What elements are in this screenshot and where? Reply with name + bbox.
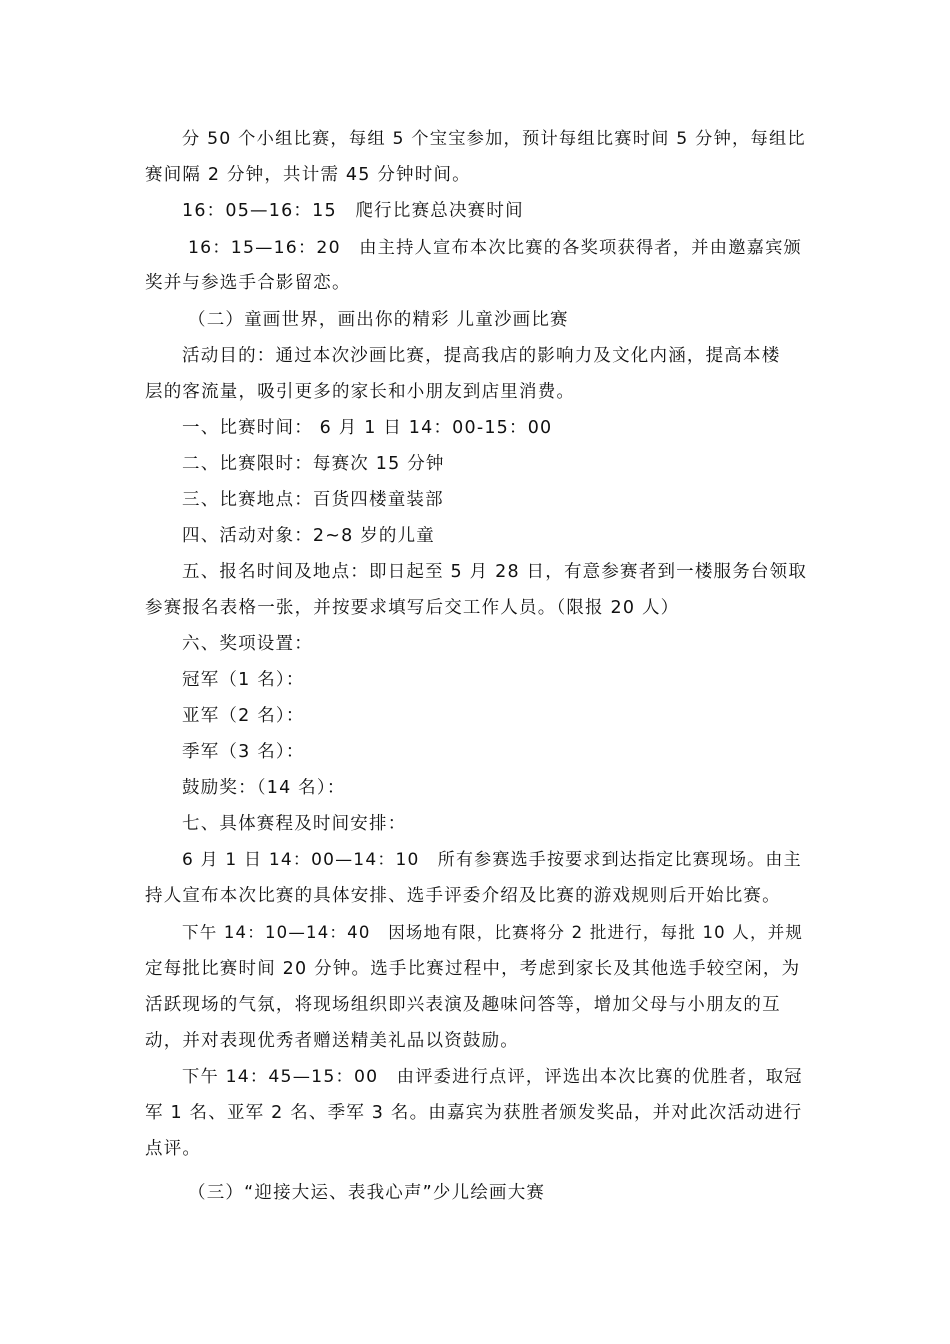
paragraph-line: 定每批比赛时间 20 分钟。选手比赛过程中，考虑到家长及其他选手较空闲，为: [145, 959, 801, 979]
paragraph-line: 三、比赛地点：百货四楼童装部: [182, 490, 444, 510]
paragraph-line: 军 1 名、亚军 2 名、季军 3 名。由嘉宾为获胜者颁发奖品，并对此次活动进行: [145, 1103, 803, 1123]
paragraph-line: 赛间隔 2 分钟，共计需 45 分钟时间。: [145, 165, 471, 185]
paragraph-line: 动，并对表现优秀者赠送精美礼品以资鼓励。: [145, 1031, 519, 1051]
paragraph-line: 一、比赛时间： 6 月 1 日 14：00-15：00: [182, 418, 553, 438]
paragraph-line: 持人宣布本次比赛的具体安排、选手评委介绍及比赛的游戏规则后开始比赛。: [145, 886, 781, 906]
section-heading: （二）童画世界，画出你的精彩 儿童沙画比赛: [188, 310, 569, 330]
paragraph-line: 分 50 个小组比赛，每组 5 个宝宝参加，预计每组比赛时间 5 分钟，每组比: [182, 129, 806, 149]
paragraph-line: 七、具体赛程及时间安排：: [182, 814, 407, 834]
paragraph-line: 点评。: [145, 1139, 202, 1159]
paragraph-line: 层的客流量，吸引更多的家长和小朋友到店里消费。: [145, 382, 576, 402]
paragraph-line: 下午 14：10—14：40 因场地有限，比赛将分 2 批进行，每批 10 人，并规: [182, 923, 804, 942]
paragraph-line: 六、奖项设置：: [182, 634, 313, 654]
paragraph-line: 季军（3 名）：: [182, 742, 305, 762]
paragraph-line: 鼓励奖：（14 名）：: [182, 778, 346, 798]
paragraph-line: 四、活动对象：2~8 岁的儿童: [182, 526, 435, 546]
paragraph-line: 活跃现场的气氛，将现场组织即兴表演及趣味问答等，增加父母与小朋友的互: [145, 995, 781, 1015]
paragraph-line: 16：05—16：15 爬行比赛总决赛时间: [182, 201, 524, 221]
paragraph-line: 亚军（2 名）：: [182, 706, 305, 726]
paragraph-line: 二、比赛限时：每赛次 15 分钟: [182, 454, 445, 474]
paragraph-line: 冠军（1 名）：: [182, 670, 305, 690]
paragraph-line: 下午 14：45—15：00 由评委进行点评，评选出本次比赛的优胜者，取冠: [182, 1067, 803, 1087]
paragraph-line: 活动目的：通过本次沙画比赛，提高我店的影响力及文化内涵，提高本楼: [182, 346, 781, 366]
section-heading: （三）“迎接大运、表我心声”少儿绘画大赛: [188, 1183, 546, 1203]
paragraph-line: 参赛报名表格一张，并按要求填写后交工作人员。（限报 20 人）: [145, 598, 680, 618]
paragraph-line: 16：15—16：20 由主持人宣布本次比赛的各奖项获得者，并由邀嘉宾颁: [188, 238, 803, 258]
paragraph-line: 奖并与参选手合影留恋。: [145, 273, 351, 293]
paragraph-line: 6 月 1 日 14：00—14：10 所有参赛选手按要求到达指定比赛现场。由主: [182, 850, 802, 870]
paragraph-line: 五、报名时间及地点：即日起至 5 月 28 日，有意参赛者到一楼服务台领取: [182, 562, 808, 582]
